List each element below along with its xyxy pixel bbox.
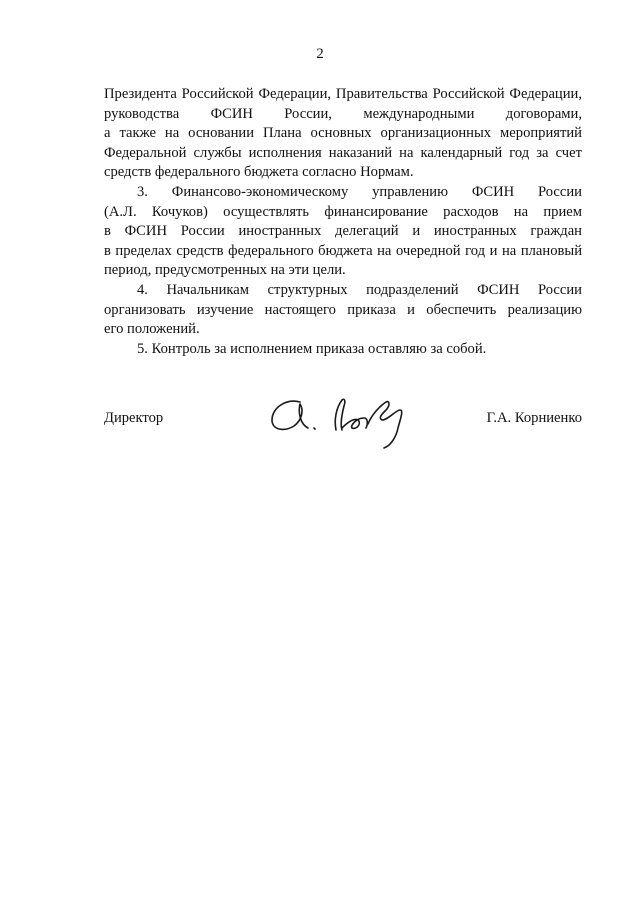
signatory-title: Директор	[104, 410, 164, 426]
text-line: руководства ФСИН России, международными договорами,	[104, 105, 582, 122]
signature-block	[104, 384, 582, 464]
text-line: 5. Контроль за исполнением приказа оставляю за собой.	[137, 340, 487, 357]
text-line: его положений.	[104, 321, 200, 338]
text-line: Федеральной службы исполнения наказаний на календарный год за счет	[104, 144, 582, 161]
text-line: а также на основании Плана основных организационных мероприятий	[104, 125, 582, 142]
text-line: 3. Финансово-экономическому управлению ФСИН России	[137, 183, 582, 200]
text-line: Президента Российской Федерации, Правительства Российской Федерации,	[104, 86, 582, 102]
text-line: организовать изучение настоящего приказа и обеспечить реализацию	[104, 301, 582, 318]
handwritten-signature	[264, 384, 424, 456]
text-line: (А.Л. Кочуков) осуществлять финансирование расходов на прием	[104, 203, 582, 220]
signatory-name: Г.А. Корниенко	[486, 410, 582, 426]
text-line: в ФСИН России иностранных делегаций и иностранных граждан	[104, 223, 582, 240]
text-line: 4. Начальникам структурных подразделений ФСИН России	[137, 281, 582, 298]
page-number: 2	[316, 46, 324, 62]
text-line: период, предусмотренных на эти цели.	[104, 262, 346, 279]
text-line: в пределах средств федерального бюджета на очередной год и на плановый	[104, 242, 582, 259]
document-body	[104, 85, 582, 359]
text-line: средств федерального бюджета согласно Нормам.	[104, 164, 414, 181]
